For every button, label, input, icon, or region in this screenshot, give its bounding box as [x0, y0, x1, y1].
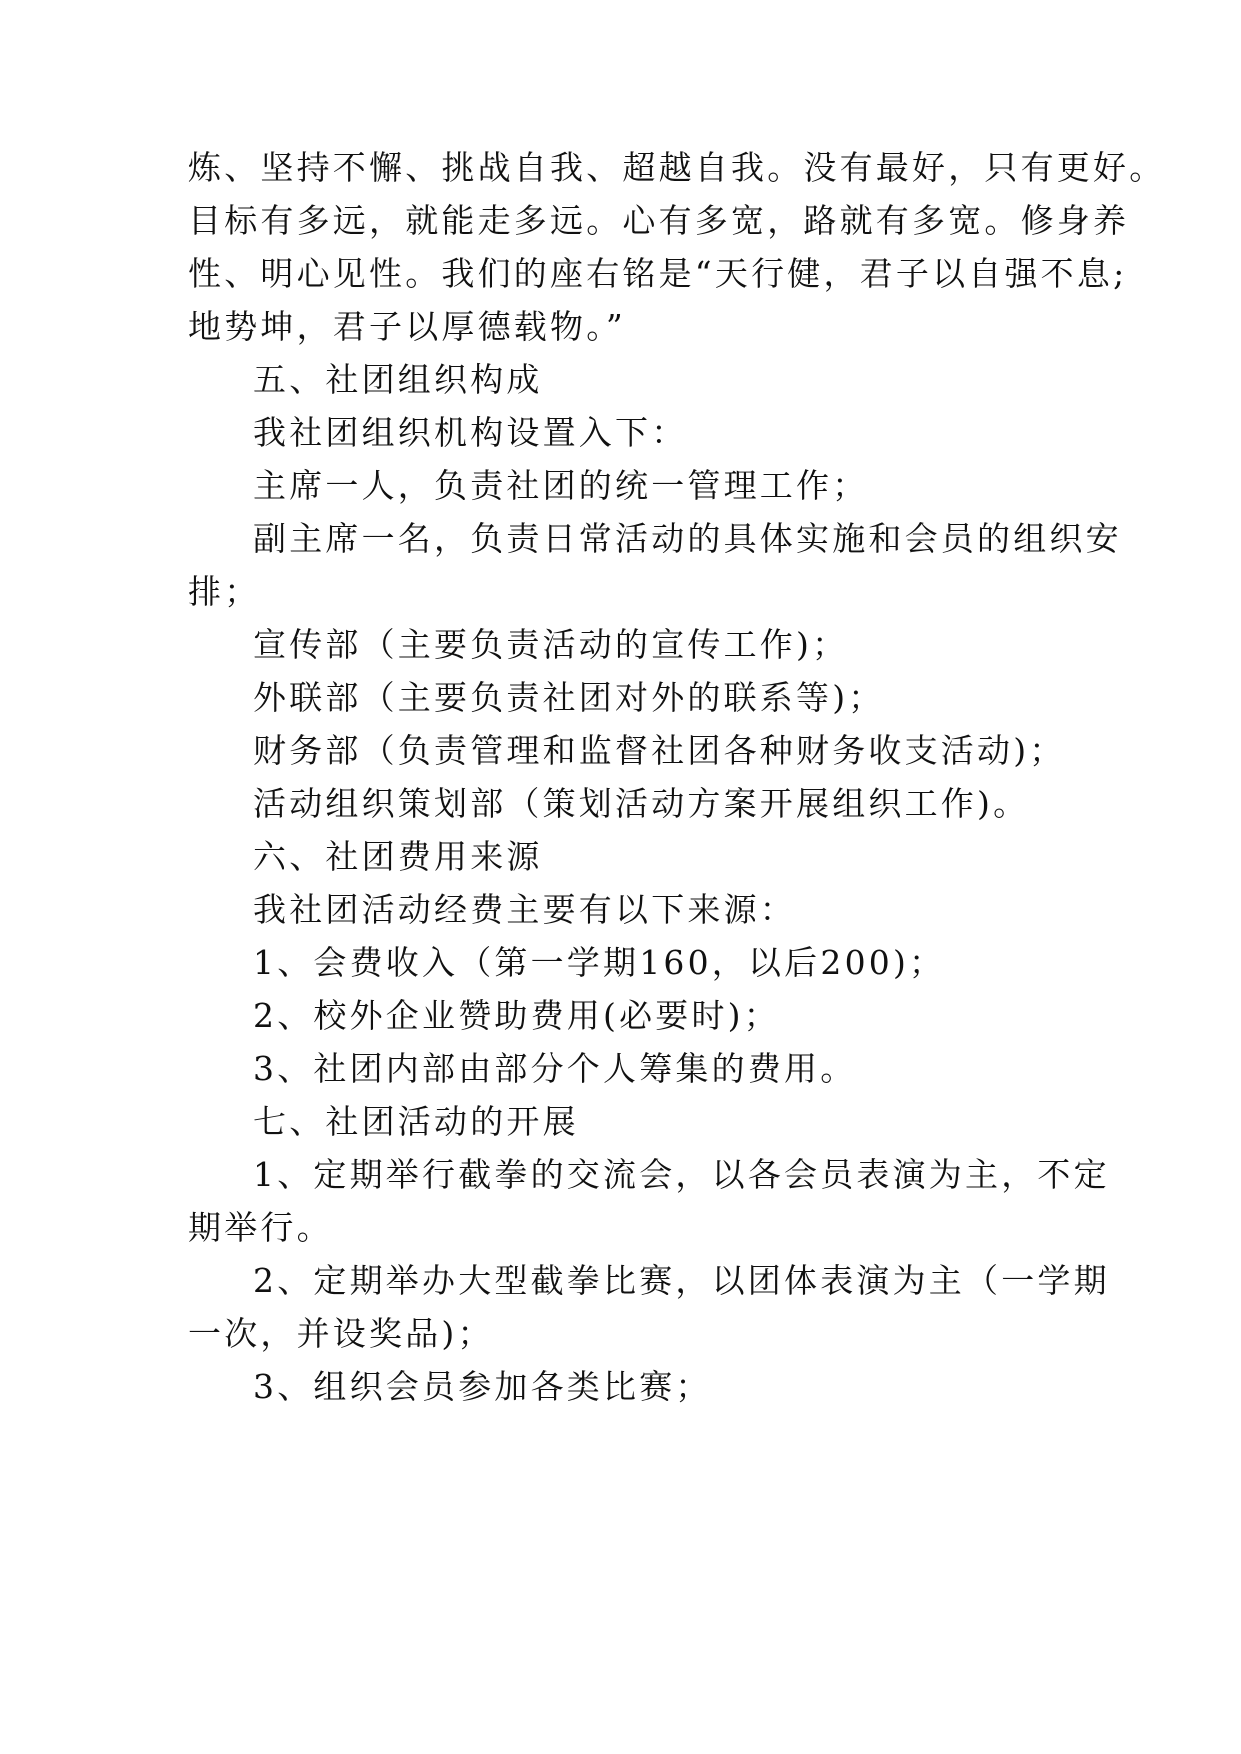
paragraph-line: 外联部（主要负责社团对外的联系等)；: [253, 678, 885, 717]
paragraph-line: 地势坤，君子以厚德载物。”: [188, 307, 626, 346]
paragraph-line: 排；: [188, 572, 261, 611]
paragraph-line: 财务部（负责管理和监督社团各种财务收支活动)；: [253, 731, 1066, 770]
paragraph-line: 目标有多远，就能走多远。心有多宽，路就有多宽。修身养: [188, 201, 1130, 240]
paragraph-line: 1、定期举行截拳的交流会，以各会员表演为主，不定: [253, 1155, 1110, 1194]
section-heading: 五、社团组织构成: [253, 360, 543, 399]
paragraph-line: 主席一人，负责社团的统一管理工作；: [253, 466, 869, 505]
paragraph-line: 2、校外企业赞助费用(必要时)；: [253, 996, 780, 1035]
paragraph-line: 性、明心见性。我们的座右铭是“天行健，君子以自强不息;: [188, 254, 1128, 293]
paragraph-line: 我社团组织机构设置入下：: [253, 413, 688, 452]
paragraph-line: 3、社团内部由部分个人筹集的费用。: [253, 1049, 857, 1088]
paragraph-line: 活动组织策划部（策划活动方案开展组织工作)。: [253, 784, 1030, 823]
section-heading: 六、社团费用来源: [253, 837, 543, 876]
paragraph-line: 期举行。: [188, 1208, 333, 1247]
paragraph-line: 副主席一名，负责日常活动的具体实施和会员的组织安: [253, 519, 1122, 558]
paragraph-line: 炼、坚持不懈、挑战自我、超越自我。没有最好，只有更好。: [188, 148, 1166, 187]
paragraph-line: 我社团活动经费主要有以下来源：: [253, 890, 796, 929]
paragraph-line: 3、组织会员参加各类比赛；: [253, 1367, 712, 1406]
paragraph-line: 宣传部（主要负责活动的宣传工作)；: [253, 625, 849, 664]
section-heading: 七、社团活动的开展: [253, 1102, 579, 1141]
paragraph-line: 1、会费收入（第一学期160，以后200)；: [253, 943, 946, 982]
paragraph-line: 2、定期举办大型截拳比赛，以团体表演为主（一学期: [253, 1261, 1110, 1300]
paragraph-line: 一次，并设奖品)；: [188, 1314, 494, 1353]
